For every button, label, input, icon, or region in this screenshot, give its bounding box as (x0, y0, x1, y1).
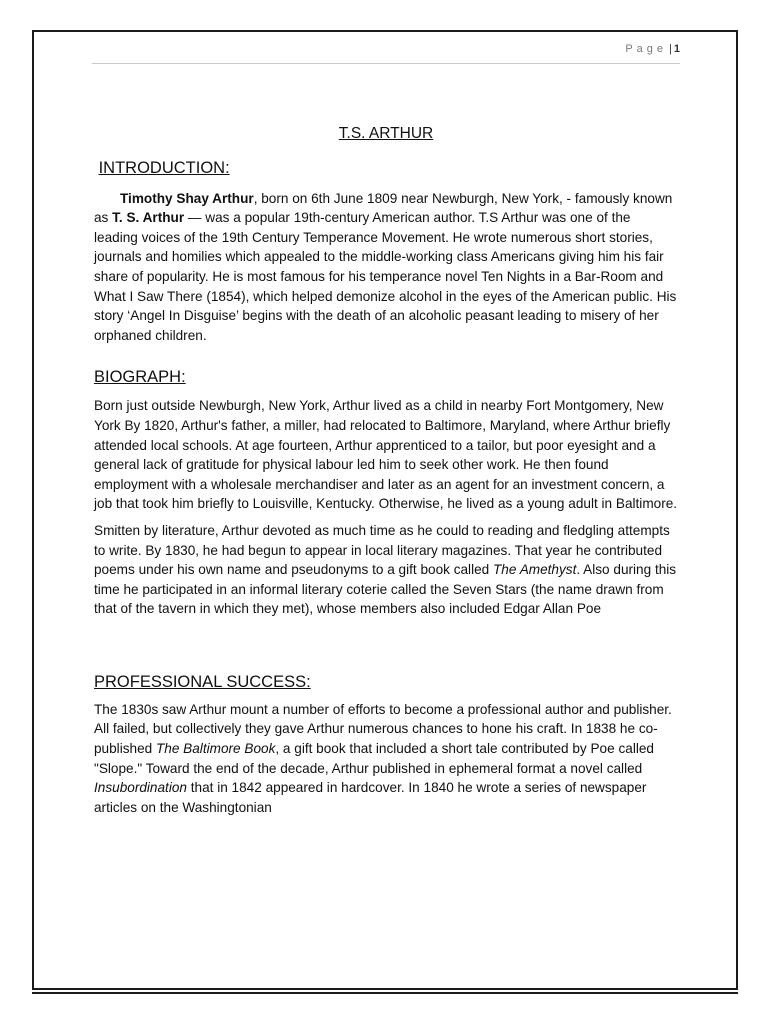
book-title-insubordination: Insubordination (94, 780, 187, 796)
professional-success-heading: PROFESSIONAL SUCCESS: (94, 672, 311, 691)
page-number: 1 (673, 43, 680, 55)
prof-text-3: that in 1842 appeared in hardcover. In 1840 he wrote a series of newspaper articles on the Washingtonian (94, 780, 647, 815)
full-name-bold: Timothy Shay Arthur (120, 190, 254, 206)
book-title-baltimore-book: The Baltimore Book (155, 741, 276, 757)
biograph-paragraph-1: Born just outside Newburgh, New York, Arthur lived as a child in nearby Fort Montgomery, New York By 1820, Arthur's father, a miller, had relocated to Baltimore, Maryland, where Arthur briefly attended local schools. At age fourteen, Arthur apprenticed to a tailor, but poor eyesight and a general lack of gratitude for physical labour led him to seek other work. He then found employment with a wholesale merchandiser and later as an agent for an investment concern, a job that took him briefly to Louisville, Kentucky. Otherwise, he lived as a young adult in Baltimore. (94, 398, 678, 512)
document-title: T.S. ARTHUR (338, 125, 434, 142)
page-separator: | (669, 43, 672, 55)
bio2-text-1: Smitten by literature, Arthur devoted as much time as he could to reading and fledgling attempts to write. By 1830, he had begun to appear in local literary magazines. That year he contributed poems under his own name and pseudonyms to a gift book called (94, 522, 670, 578)
introduction-heading (94, 158, 678, 179)
bio2-text-2: . Also during this time he participated in an informal literary coterie called the Seven Stars (the name drawn from that of the tavern in which they met), whose members also included Edgar Allan Poe (94, 562, 677, 617)
page-label: Page (625, 43, 668, 55)
document-body (94, 124, 678, 817)
biograph-heading: BIOGRAPH: (94, 368, 186, 387)
intro-text-1: , born on 6th June 1809 near Newburgh, New York, - famously known as (94, 190, 673, 226)
biograph-paragraph-2 (94, 521, 678, 619)
introduction-paragraph (94, 189, 678, 346)
page-header (92, 43, 680, 64)
prof-text-2: , a gift book that included a short tale contributed by Poe called "Slope." Toward the end of the decade, Arthur published in ephemeral format a novel called (94, 741, 654, 776)
intro-text-2: — was a popular 19th-century American author. T.S Arthur was one of the leading voices of the 19th Century Temperance Movement. He wrote numerous short stories, journals and homilies which appealed to the middle-working class Americans giving him his fair share of popularity. He is most famous for his temperance novel Ten Nights in a Bar-Room and What I Saw There (1854), which helped demonize alcohol in the eyes of the American public. His story ‘Angel In Disguise’ begins with the death of an alcoholic peasant leading to misery of her orphaned children. (94, 210, 677, 343)
pen-name-bold: T. S. Arthur (112, 210, 185, 226)
introduction-heading-text: INTRODUCTION: (98, 158, 230, 177)
professional-success-paragraph (94, 700, 678, 818)
book-title-amethyst: The Amethyst (493, 562, 577, 578)
prof-text-1: The 1830s saw Arthur mount a number of efforts to become a professional author and publisher. All failed, but collectively they gave Arthur numerous chances to hone his craft. In 1838 he co-published (94, 701, 672, 757)
page-border (32, 30, 738, 990)
